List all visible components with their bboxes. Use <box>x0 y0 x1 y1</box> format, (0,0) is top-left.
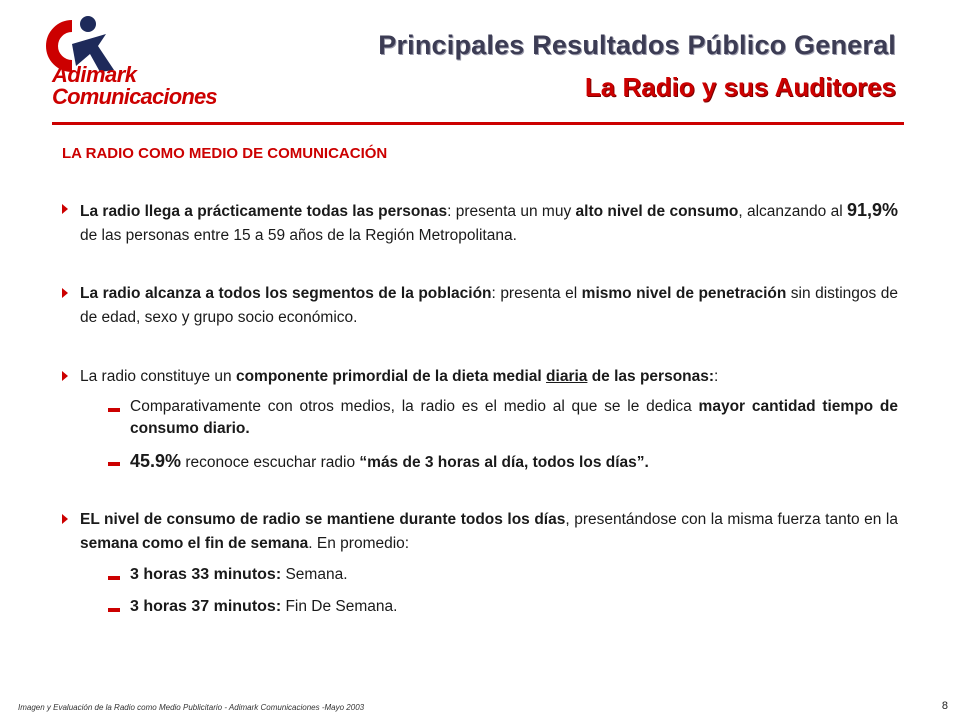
text-run: : presenta un muy <box>447 203 576 220</box>
page-number: 8 <box>941 700 948 712</box>
text-run: componente primordial de la dieta medial <box>235 368 547 385</box>
text-run: reconoce escuchar radio <box>181 454 360 471</box>
text-run: La radio llega a prácticamente todas las personas <box>80 203 448 220</box>
dash-bullet-icon <box>108 608 120 612</box>
text-run: La radio constituye un <box>80 368 236 385</box>
section-title: LA RADIO COMO MEDIO DE COMUNICACIÓN <box>62 145 388 162</box>
sub-bullet-weekend <box>108 596 898 618</box>
stat-value: 45.9% <box>130 451 182 471</box>
text-run: Comparativamente con otros medios, la radio es el medio al que se le dedica <box>130 398 699 415</box>
bullet-arrow-icon <box>62 514 68 524</box>
bullet-text <box>80 365 898 389</box>
text-run: mayor cantidad tiempo de consumo diario. <box>130 398 898 437</box>
text-run: : presenta el <box>491 285 582 302</box>
text-run: Semana. <box>281 566 348 583</box>
text-run: diaria <box>546 368 588 385</box>
text-run: : <box>714 368 719 385</box>
text-run: , alcanzando al <box>738 203 847 220</box>
header-divider <box>52 122 904 125</box>
sub-bullet-text <box>130 596 898 618</box>
text-run: . En promedio: <box>308 535 410 552</box>
logo-text-adimark: Adimark <box>52 62 137 87</box>
sub-bullet-text <box>130 564 898 586</box>
bullet-arrow-icon <box>62 288 68 298</box>
sub-bullet-weekday <box>108 564 898 586</box>
footer-caption: Imagen y Evaluación de la Radio como Medio Publicitario - Adimark Comunicaciones -Mayo 2003 <box>18 703 365 712</box>
dash-bullet-icon <box>108 576 120 580</box>
bullet-consumption <box>62 508 898 556</box>
text-run: 3 horas 37 minutos: <box>130 598 282 615</box>
stat-value: 91,9% <box>846 200 899 220</box>
text-run: Fin De Semana. <box>281 598 398 615</box>
text-run: de las personas: <box>587 368 715 385</box>
sub-bullet-time <box>108 396 898 440</box>
bullet-arrow-icon <box>62 371 68 381</box>
bullet-reach <box>62 198 898 248</box>
text-run: de las personas entre 15 a 59 años de la Región Metropolitana. <box>80 227 517 244</box>
text-run: semana como el fin de semana <box>80 535 309 552</box>
bullet-arrow-icon <box>62 204 68 214</box>
dash-bullet-icon <box>108 462 120 466</box>
text-run: sin distingos de de edad, sexo y grupo socio económico. <box>80 285 898 326</box>
text-run: 3 horas 33 minutos: <box>130 566 282 583</box>
logo-text-comunicaciones: Comunicaciones <box>52 84 217 109</box>
text-run: mismo nivel de penetración <box>581 285 787 302</box>
page-title: Principales Resultados Público General <box>378 30 896 60</box>
bullet-text <box>80 508 898 556</box>
sub-bullet-percent <box>108 450 898 474</box>
bullet-text <box>80 198 898 248</box>
sub-bullet-text <box>130 396 898 440</box>
text-run: EL nivel de consumo de radio se mantiene durante todos los días <box>80 511 566 528</box>
bullet-text <box>80 282 898 330</box>
text-run: La radio alcanza a todos los segmentos de la población <box>80 285 492 302</box>
text-run: , presentándose con la misma fuerza tanto en la <box>565 511 898 528</box>
bullet-segments <box>62 282 898 330</box>
text-run: alto nivel de consumo <box>575 203 739 220</box>
bullet-diet <box>62 365 898 389</box>
text-run: “más de 3 horas al día, todos los días”. <box>359 454 649 471</box>
page-subtitle: La Radio y sus Auditores <box>584 72 896 102</box>
dash-bullet-icon <box>108 408 120 412</box>
sub-bullet-text <box>130 450 898 474</box>
